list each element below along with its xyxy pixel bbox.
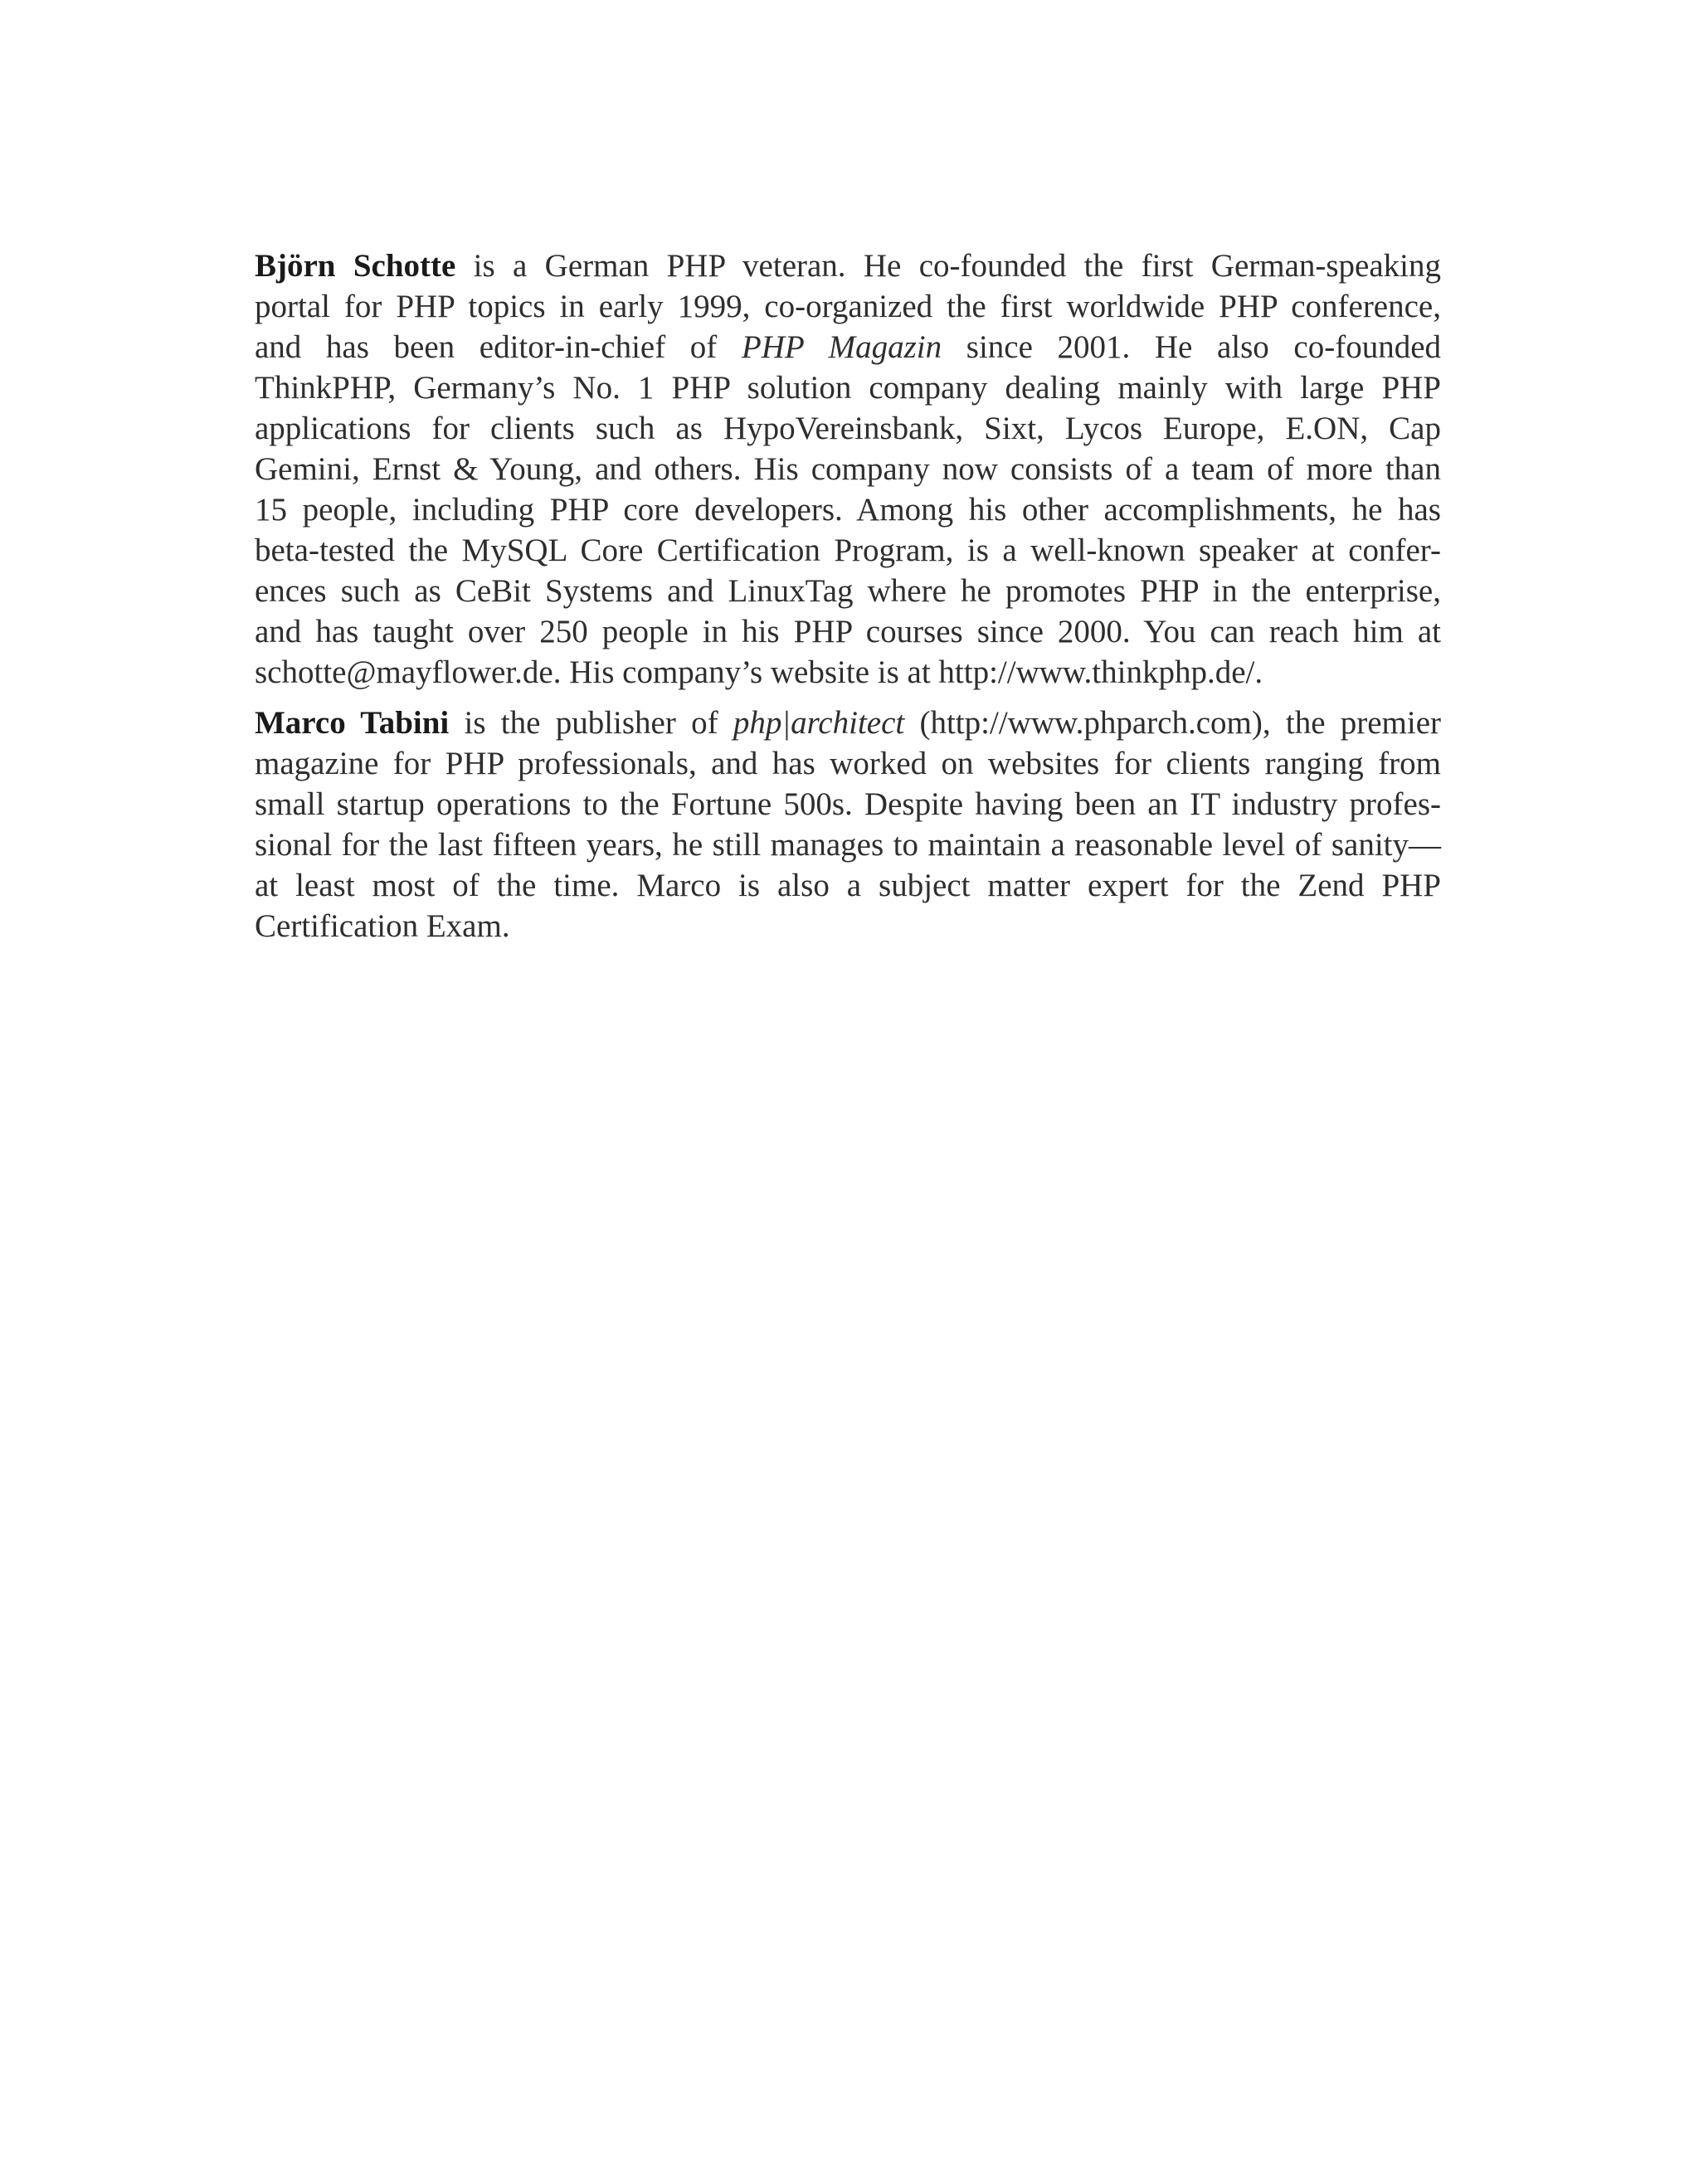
bio-line [255, 703, 1441, 743]
bio-text: portal for PHP topics in early 1999, co-organized the first worldwide PHP conference, [255, 289, 1441, 324]
bio-line [255, 367, 1441, 408]
bio-text: 15 people, including PHP core developers. Among his other accomplishments, he has [255, 492, 1441, 528]
bio-line [255, 286, 1441, 327]
bio-text: since 2001. He also co-founded [942, 329, 1441, 365]
bio-text: ThinkPHP, Germany’s No. 1 PHP solution company dealing mainly with large PHP [255, 370, 1441, 406]
bio-line [255, 743, 1441, 784]
bio-text: at least most of the time. Marco is also a subject matter expert for the Zend PHP [255, 868, 1441, 903]
author-bios [255, 246, 1441, 956]
bio-text: and has taught over 250 people in his PHP courses since 2000. You can reach him at [255, 614, 1441, 649]
bio-text: (http://www.phparch.com), the premier [904, 705, 1442, 741]
bio-text: is a German PHP veteran. He co-founded the first German-speaking [473, 248, 1442, 284]
bio-text: schotte@mayflower.de. His company’s website is at http://www.thinkphp.de/. [255, 654, 1263, 690]
bio-text: Certification Exam. [255, 908, 510, 944]
bio-text: and has been editor-in-chief of [255, 329, 742, 365]
author-name: Marco Tabini [255, 705, 450, 741]
bio-line [255, 530, 1441, 571]
publication-title: php|architect [733, 705, 905, 741]
bio-text: beta-tested the MySQL Core Certification Program, is a well-known speaker at confer- [255, 533, 1441, 568]
bio-line [255, 489, 1441, 530]
bio-line [255, 611, 1441, 652]
bio-line [255, 906, 1441, 946]
author-bio [255, 703, 1441, 946]
bio-text: magazine for PHP professionals, and has worked on websites for clients ranging from [255, 746, 1441, 781]
bio-text: Gemini, Ernst & Young, and others. His company now consists of a team of more than [255, 451, 1441, 487]
publication-title: PHP Magazin [741, 329, 942, 365]
author-name: Björn Schotte [255, 248, 456, 284]
bio-line [255, 571, 1441, 611]
bio-text: applications for clients such as HypoVereinsbank, Sixt, Lycos Europe, E.ON, Cap [255, 411, 1441, 446]
author-bio [255, 246, 1441, 693]
bio-line [255, 784, 1441, 824]
bio-line [255, 327, 1441, 367]
bio-text: ences such as CeBit Systems and LinuxTag where he promotes PHP in the enterprise, [255, 573, 1441, 609]
bio-line [255, 246, 1441, 286]
bio-line [255, 408, 1441, 449]
bio-text: small startup operations to the Fortune 500s. Despite having been an IT industry profes- [255, 786, 1441, 822]
bio-line [255, 865, 1441, 906]
bio-line [255, 652, 1441, 693]
bio-text: is the publisher of [464, 705, 733, 741]
bio-line [255, 824, 1441, 865]
bio-text: sional for the last fifteen years, he still manages to maintain a reasonable level of sanity— [255, 827, 1441, 863]
bio-line [255, 449, 1441, 489]
